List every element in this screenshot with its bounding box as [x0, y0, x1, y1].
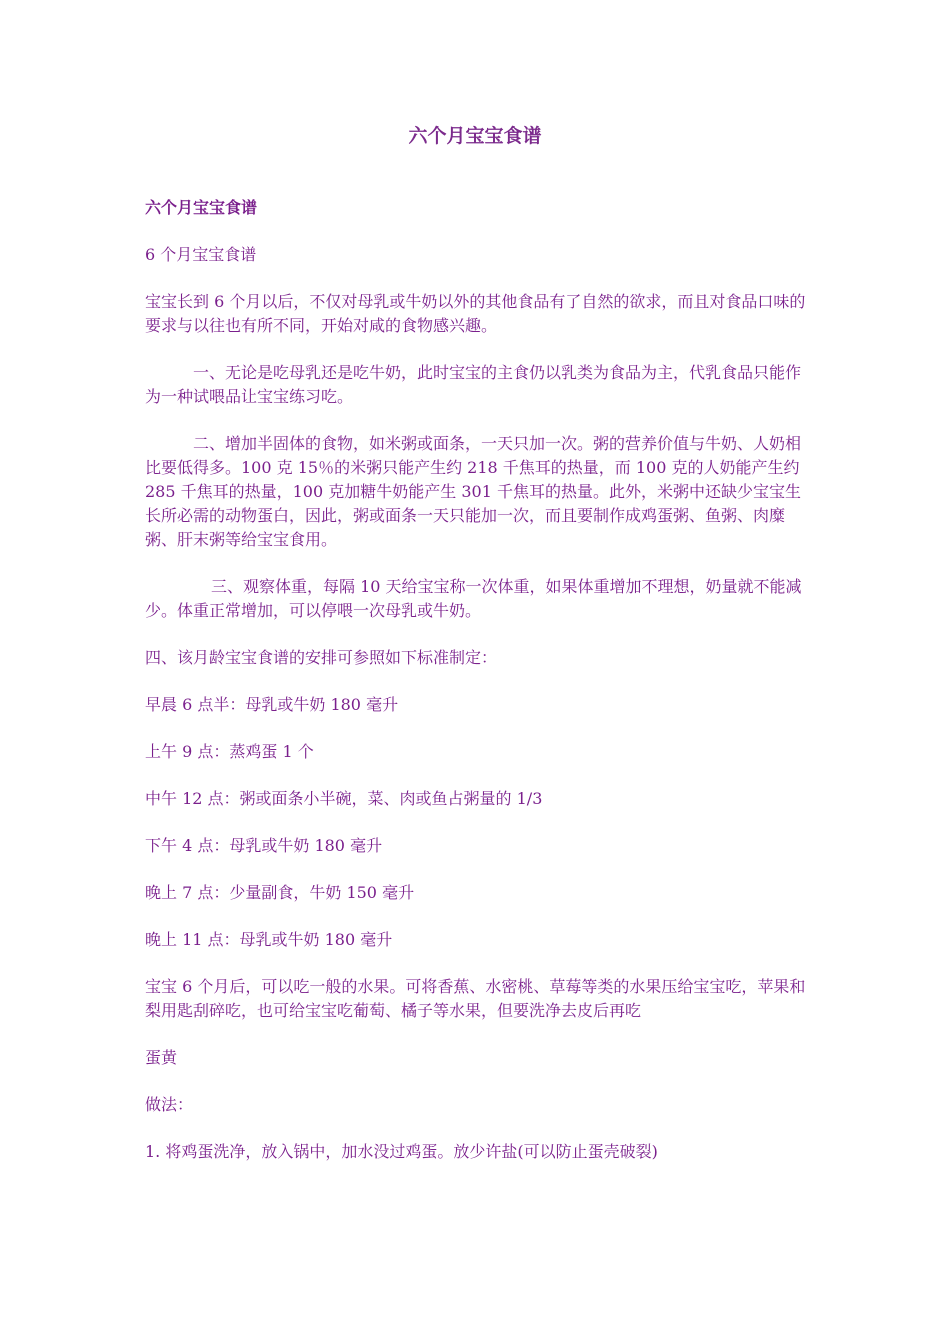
schedule-item: 上午 9 点：蒸鸡蛋 1 个 [145, 742, 314, 761]
intro-paragraph: 宝宝长到 6 个月以后，不仅对母乳或牛奶以外的其他食品有了自然的欲求，而且对食品口味的要求与以往也有所不同，开始对咸的食物感兴趣。 [145, 292, 806, 335]
fruit-note-paragraph: 宝宝 6 个月后，可以吃一般的水果。可将香蕉、水密桃、草莓等类的水果压给宝宝吃，苹果和梨用匙刮碎吃，也可给宝宝吃葡萄、橘子等水果，但要洗净去皮后再吃 [145, 977, 806, 1020]
schedule-item: 下午 4 点：母乳或牛奶 180 毫升 [145, 836, 383, 855]
schedule-item: 早晨 6 点半：母乳或牛奶 180 毫升 [145, 695, 399, 714]
point-one-paragraph: 一、无论是吃母乳还是吃牛奶，此时宝宝的主食仍以乳类为食品为主，代乳食品只能作为一种试喂品让宝宝练习吃。 [145, 363, 802, 406]
recipe-method-label: 做法： [145, 1095, 194, 1114]
recipe-name: 蛋黄 [145, 1048, 178, 1067]
section-subheading: 6 个月宝宝食谱 [145, 245, 257, 264]
section-heading: 六个月宝宝食谱 [145, 198, 258, 217]
recipe-step: 1. 将鸡蛋洗净，放入锅中，加水没过鸡蛋。放少许盐(可以防止蛋壳破裂) [145, 1142, 658, 1161]
point-four-paragraph: 四、该月龄宝宝食谱的安排可参照如下标准制定： [145, 648, 498, 667]
document-title: 六个月宝宝食谱 [408, 125, 542, 147]
schedule-item: 中午 12 点：粥或面条小半碗，菜、肉或鱼占粥量的 1/3 [145, 789, 543, 808]
point-two-paragraph: 二、增加半固体的食物，如米粥或面条，一天只加一次。粥的营养价值与牛奶、人奶相比要低得多。100 克 15％的米粥只能产生约 218 千焦耳的热量，而 100 克的人奶能产生约 285 千焦耳的热量，100 克加糖牛奶能产生 301 千焦耳的热量。此外，米粥中还缺少宝宝生长所必需的动物蛋白，因此，粥或面条一天只能加一次，而且要制作成鸡蛋粥、鱼粥、肉糜粥、肝末粥等给宝宝食用。 [145, 434, 802, 549]
schedule-item: 晚上 7 点：少量副食，牛奶 150 毫升 [145, 883, 415, 902]
point-three-paragraph: 三、观察体重，每隔 10 天给宝宝称一次体重，如果体重增加不理想，奶量就不能减少。体重正常增加，可以停喂一次母乳或牛奶。 [145, 577, 802, 620]
schedule-item: 晚上 11 点：母乳或牛奶 180 毫升 [145, 930, 393, 949]
document-body [145, 196, 813, 1187]
